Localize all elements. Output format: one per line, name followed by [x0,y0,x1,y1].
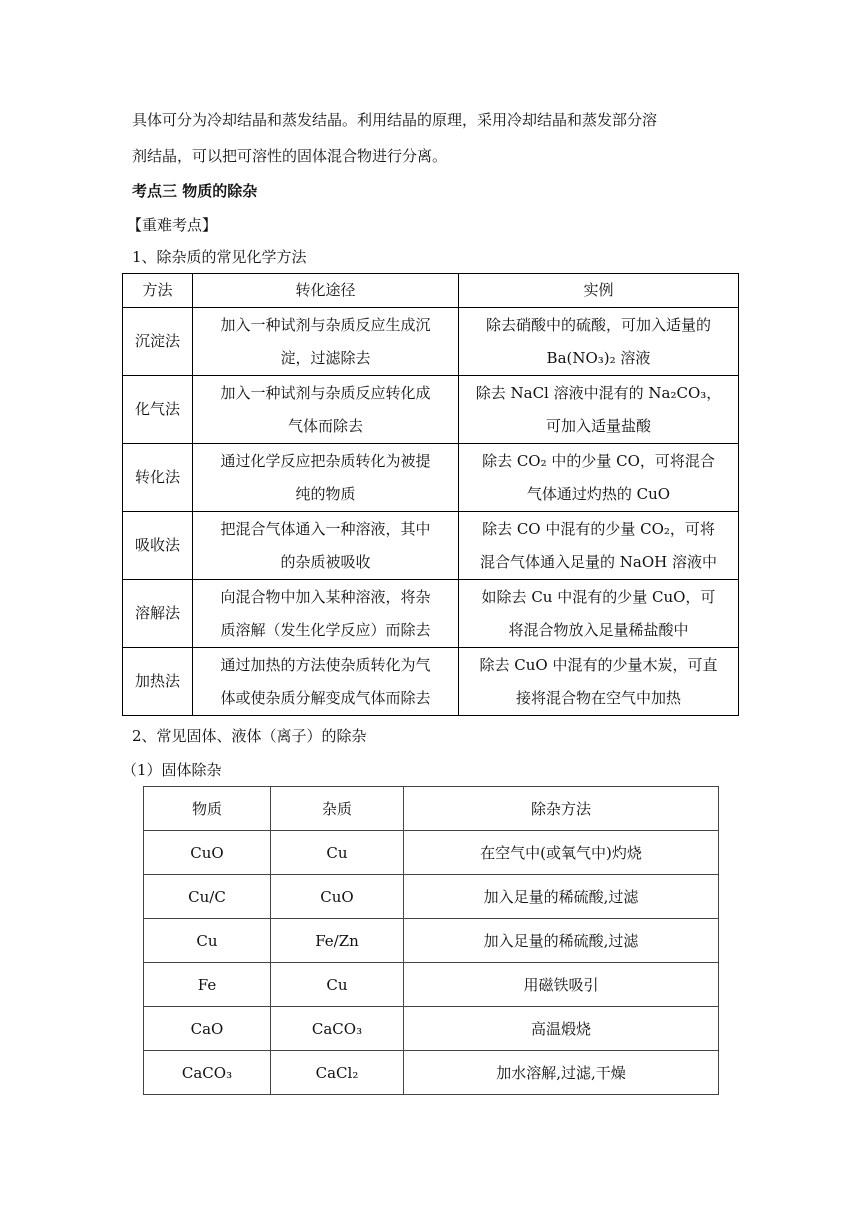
header-impurity: 杂质 [271,787,404,831]
key-points-heading: 【重难考点】 [127,216,218,234]
way-line: 的杂质被吸收 [280,552,371,571]
header-method: 方法 [123,274,193,308]
way-cell [193,308,459,376]
example-line: 除去 CuO 中混有的少量木炭，可直 [479,655,718,674]
removal-method-cell: 用磁铁吸引 [404,963,719,1007]
substance-cell: CuO [144,831,271,875]
way-line: 把混合气体通入一种溶液，其中 [220,519,431,538]
header-way: 转化途径 [193,274,459,308]
way-line: 通过加热的方法使杂质转化为气 [220,655,431,674]
subheading-solid-impurity: （1）固体除杂 [122,761,222,779]
impurity-cell: CaCl₂ [271,1051,404,1095]
header-substance: 物质 [144,787,271,831]
impurity-cell: CuO [271,875,404,919]
removal-method-cell: 加水溶解,过滤,干燥 [404,1051,719,1095]
impurity-cell: Cu [271,963,404,1007]
way-cell [193,580,459,648]
removal-method-cell: 加入足量的稀硫酸,过滤 [404,919,719,963]
method-cell: 化气法 [123,376,193,444]
example-line: 气体通过灼热的 CuO [526,484,671,503]
subheading-solid-liquid: 2、常见固体、液体（离子）的除杂 [132,727,367,745]
way-cell [193,376,459,444]
subheading-chemical-methods: 1、除杂质的常见化学方法 [132,248,307,266]
example-line: 如除去 Cu 中混有的少量 CuO，可 [481,587,716,606]
example-cell [459,648,739,716]
way-cell [193,444,459,512]
example-line: 混合气体通入足量的 NaOH 溶液中 [480,552,717,571]
table-row [144,1007,719,1051]
substance-cell: Cu [144,919,271,963]
example-line: 除去硝酸中的硫酸，可加入适量的 [485,315,711,334]
table-row [123,648,739,716]
intro-line-1: 具体可分为冷却结晶和蒸发结晶。利用结晶的原理，采用冷却结晶和蒸发部分溶 [132,111,658,129]
substance-cell: Cu/C [144,875,271,919]
example-line: 除去 CO 中混有的少量 CO₂，可将 [482,519,715,538]
way-line: 加入一种试剂与杂质反应转化成 [220,383,431,402]
way-cell [193,648,459,716]
way-line: 淀，过滤除去 [280,348,371,367]
removal-method-cell: 高温煅烧 [404,1007,719,1051]
header-removal-method: 除杂方法 [404,787,719,831]
method-cell: 加热法 [123,648,193,716]
substance-cell: Fe [144,963,271,1007]
table-row [123,512,739,580]
intro-line-2: 剂结晶，可以把可溶性的固体混合物进行分离。 [132,147,448,165]
table-row [123,444,739,512]
table-header-row [123,274,739,308]
table-row [144,963,719,1007]
table-row [123,376,739,444]
example-line: 除去 CO₂ 中的少量 CO，可将混合 [482,451,715,470]
substance-cell: CaO [144,1007,271,1051]
header-example: 实例 [459,274,739,308]
example-line: 可加入适量盐酸 [545,416,651,435]
method-cell: 沉淀法 [123,308,193,376]
method-cell: 溶解法 [123,580,193,648]
example-line: Ba(NO₃)₂ 溶液 [546,348,651,367]
example-cell [459,580,739,648]
example-line: 接将混合物在空气中加热 [515,688,681,707]
way-line: 加入一种试剂与杂质反应生成沉 [220,315,431,334]
table-header-row [144,787,719,831]
way-cell [193,512,459,580]
way-line: 通过化学反应把杂质转化为被提 [220,451,431,470]
example-line: 将混合物放入足量稀盐酸中 [508,620,689,639]
way-line: 体或使杂质分解变成气体而除去 [220,688,431,707]
table-row [144,875,719,919]
example-cell [459,444,739,512]
example-cell [459,512,739,580]
impurity-cell: Fe/Zn [271,919,404,963]
section-title: 考点三 物质的除杂 [132,182,258,200]
chemical-methods-table [122,273,739,716]
table-row [123,308,739,376]
example-cell [459,376,739,444]
example-cell [459,308,739,376]
way-line: 向混合物中加入某种溶液，将杂 [220,587,431,606]
impurity-cell: Cu [271,831,404,875]
removal-method-cell: 加入足量的稀硫酸,过滤 [404,875,719,919]
table-row [144,1051,719,1095]
method-cell: 转化法 [123,444,193,512]
table-row [123,580,739,648]
impurity-cell: CaCO₃ [271,1007,404,1051]
removal-method-cell: 在空气中(或氧气中)灼烧 [404,831,719,875]
table-row [144,919,719,963]
substance-cell: CaCO₃ [144,1051,271,1095]
way-line: 纯的物质 [295,484,356,503]
table-row [144,831,719,875]
way-line: 质溶解（发生化学反应）而除去 [220,620,431,639]
way-line: 气体而除去 [287,416,363,435]
solid-impurity-table [143,786,719,1095]
method-cell: 吸收法 [123,512,193,580]
example-line: 除去 NaCl 溶液中混有的 Na₂CO₃， [475,383,722,402]
